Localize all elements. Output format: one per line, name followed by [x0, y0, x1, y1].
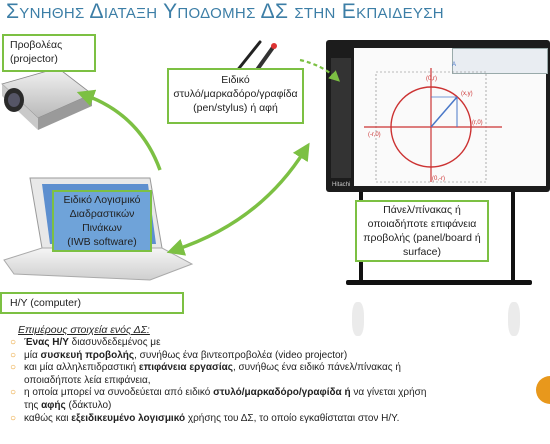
software-label-line1: Ειδικό Λογισμικό	[63, 194, 141, 206]
pen-label-line1: Ειδικό	[221, 74, 250, 86]
details-list	[10, 337, 530, 425]
board-label-xy: (x,y)	[461, 91, 473, 97]
pen-label-line2: στυλό/μαρκαδόρο/γραφίδα	[173, 88, 298, 100]
list-item: ○ Ένας Η/Υ διασυνδεδεμένος με	[10, 337, 530, 350]
list-item: ○ και μία αλληλεπιδραστική επιφάνεια εργασίας, συνήθως ένα ειδικό πάνελ/πίνακας ή οποιαδήποτε λεία επιφάνεια,	[10, 362, 530, 387]
list-item: ○ καθώς και εξειδικευμένο λογισμικό χρήσης του ΔΣ, το οποίο εγκαθίσταται στον Η/Υ.	[10, 413, 530, 426]
board-label-0r: (0,r)	[426, 76, 437, 82]
software-label-line3: Πινάκων	[82, 222, 122, 234]
arrow-computer-board	[175, 150, 305, 250]
arrow-computer-to-projector	[85, 95, 160, 170]
list-item: ○ η οποία μπορεί να συνοδεύεται από ειδικό στυλό/μαρκαδόρο/γραφίδα ή να γίνεται χρήση της αφής (δάκτυλο)	[10, 387, 530, 412]
whiteboard-brand: Hitachi	[332, 182, 351, 188]
computer-label: Η/Υ (computer)	[10, 297, 81, 309]
pen-label-line3: (pen/stylus) ή αφή	[193, 102, 278, 114]
software-label-line2: Διαδραστικών	[69, 208, 135, 220]
board-label-neg-r0: (-r,0)	[368, 132, 381, 138]
projector-sublabel: (projector)	[10, 53, 58, 65]
panel-label-line2: οποιαδήποτε επιφάνεια	[367, 218, 477, 230]
projector-label: Προβολέας	[10, 39, 63, 51]
page-title: Συνηθησ Διαταξη Υποδομησ ΔΣ στην Εκπαιδευση	[6, 0, 444, 23]
software-label-line4: (IWB software)	[67, 236, 137, 248]
board-label-0-neg-r: (0,-r)	[432, 176, 445, 182]
panel-label-line1: Πάνελ/πίνακας ή	[383, 204, 461, 216]
board-label-a: A	[452, 62, 457, 68]
list-item: ○ μία συσκευή προβολής, συνήθως ένα βιντεοπροβολέα (video projector)	[10, 350, 530, 363]
panel-label-line4: surface)	[403, 246, 441, 258]
arrow-pen-to-board	[300, 60, 336, 78]
details-title: Επιμέρους στοιχεία ενός ΔΣ:	[18, 324, 150, 336]
board-label-r0: (r,0)	[472, 120, 483, 126]
panel-label-line3: προβολής (panel/board ή	[363, 232, 481, 244]
